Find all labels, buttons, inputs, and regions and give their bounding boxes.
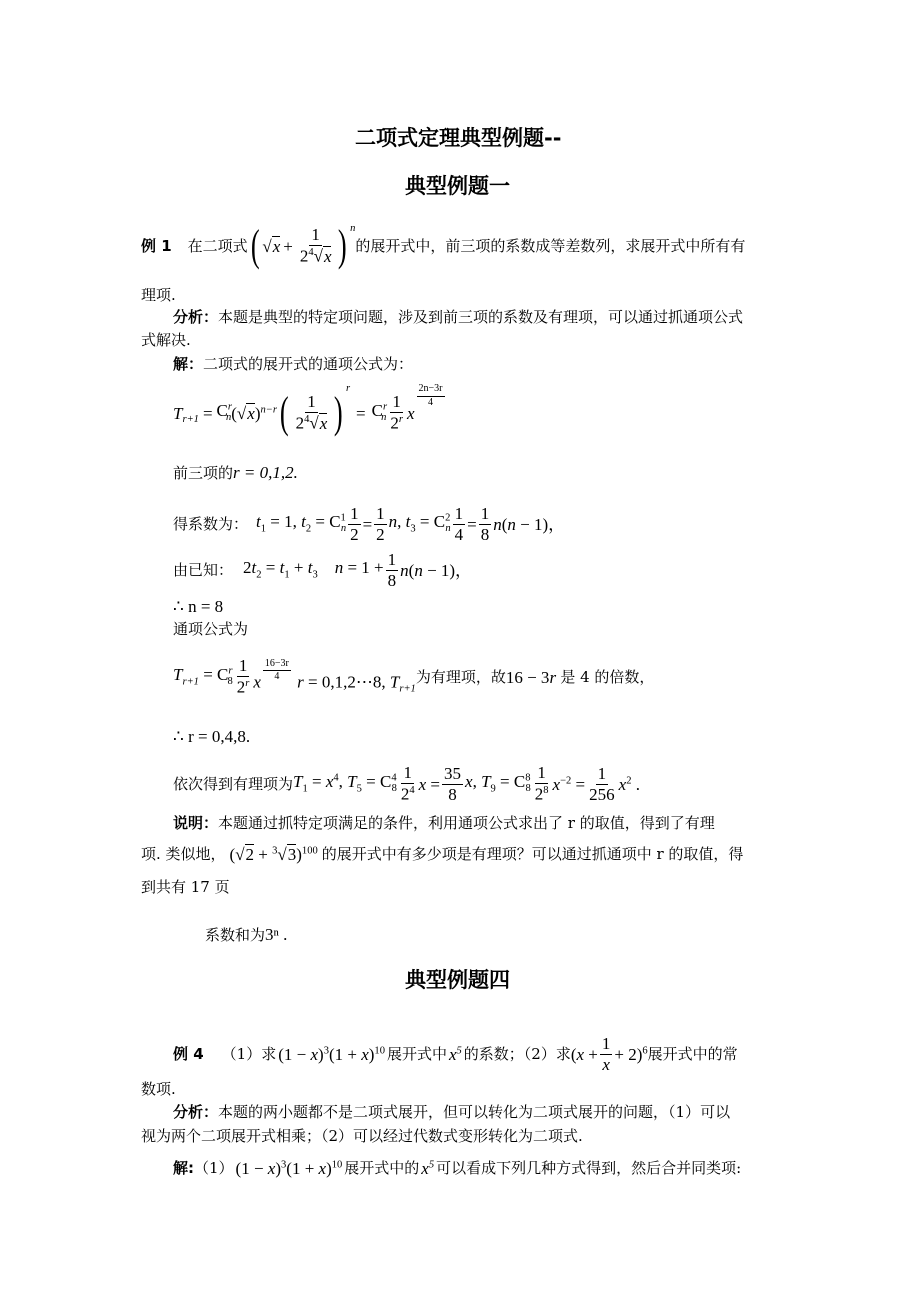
example-4-part1-b: 展开式中: [386, 1044, 447, 1063]
note-line-1: [173, 816, 715, 831]
analysis-4-text-1: 本题的两小题都不是二项式展开，但可以转化为二项式展开的问题，（1）可以: [218, 1103, 731, 1121]
solution-label: 解：: [173, 355, 204, 373]
example-4-line: 例 4 （1）求 $(1 - x)^3(1 + x)^{10}$ 展开式中 $x^5$ 的系数；（2）求 (x + $\frac{1}{x}$ + 2)$^6$ 展开式中的常: [173, 1033, 738, 1074]
solution-4-text-c: 可以看成下列几种方式得到，然后合并同类项:: [436, 1159, 742, 1177]
section-title-4: 典型例题四: [405, 968, 510, 992]
binomial-expression: ( √x + $\frac{1}{2^4√x}$ ) $^n$: [250, 221, 356, 270]
rational-terms-label: 依次得到有理项为: [173, 774, 294, 793]
rational-text-1: 为有理项，故: [415, 667, 506, 686]
example-1-label: 例 1: [141, 236, 172, 255]
solution-4-line: 解: （1） $(1 - x)^3(1 + x)^{10}$ 展开式中的 $x^5$ 可以看成下列几种方式得到，然后合并同类项:: [173, 1159, 742, 1178]
rational-term-line: $T_{r+1} = C^r_8$ $\frac{1}{2^r}$ x $^{\frac{16-3r}{4}}$ r = 0,1,2⋯8, $T_{r+1}$ 为有理项，故 16 − 3r 是 4 的倍数，: [173, 656, 655, 697]
general-term-formula: T $_{r+1}$ = $C^r_n$ $(√x)^{n-r}$ ( $\frac{1}{2^4√x}$ ) $^r$ = $C^r_n$ $\frac{1}{2^r}$ x $^{\frac{2n-3r}{4}}$: [173, 383, 443, 437]
document-title: 二项式定理典型例题--: [355, 126, 562, 150]
sum-text: 系数和为: [205, 926, 266, 944]
note-text-2a: 项. 类似地，: [141, 845, 226, 863]
example-1-text-b: 的展开式中，前三项的系数成等差数列，求展开式中所有有: [355, 236, 746, 255]
known-label: 由已知：: [173, 560, 234, 579]
note-line-2: 项. 类似地， $(√2 + ^3√3)^{100}$ 的展开式中有多少项是有理项？可以通过抓通项中 r 的取值，得: [141, 845, 744, 864]
solution-1-line: [173, 357, 413, 372]
example-1-line: [141, 218, 745, 274]
solution-text: 二项式的展开式的通项公式为：: [203, 355, 414, 373]
example-4-part2-b: 展开式中的常: [647, 1044, 738, 1063]
solution-4-text-b: 展开式中的: [344, 1159, 420, 1177]
section-title-1: 典型例题一: [405, 174, 510, 198]
example-4-part1: （1）求: [221, 1044, 277, 1063]
analysis-4-line-1: [173, 1105, 730, 1120]
analysis-text: 本题是典型的特定项问题，涉及到前三项的系数及有理项，可以通过抓通项公式: [218, 308, 744, 326]
example-4-part1-c: 的系数；（2）求: [463, 1044, 571, 1063]
note-label: 说明：: [173, 814, 219, 832]
note-text-2b: 的展开式中有多少项是有理项？可以通过抓通项中 r 的取值，得: [321, 845, 744, 863]
analysis-label: 分析：: [173, 308, 219, 326]
example-4-cont: 数项.: [141, 1080, 176, 1098]
solution-4-text-a: （1）: [194, 1159, 234, 1177]
first-three-line: [173, 464, 298, 481]
therefore-r: ∴ r = 0,4,8.: [173, 727, 251, 746]
general-label: 通项公式为: [173, 620, 249, 638]
sum-math: 3ⁿ .: [265, 925, 288, 944]
analysis-1-line-2: 式解决.: [141, 331, 191, 349]
example-1-text-c: 理项.: [141, 286, 176, 304]
example-4-label: 例 4: [173, 1044, 204, 1063]
rational-text-2: 是 4 的倍数，: [560, 667, 655, 686]
coefficients-line: 得系数为： $t_1 = 1$, $t_2 = C^1_n$ $\frac{1}{2}$ = $\frac{1}{2}$ n, $t_3 = C^2_n$ $\frac{1}{4}$ = $\frac{1}{8}$ n(n − 1)，: [173, 503, 566, 544]
analysis-4-line-2: 视为两个二项展开式相乘；（2）可以经过代数式变形转化为二项式.: [141, 1127, 583, 1145]
rational-terms-line: 依次得到有理项为 $T_1 = x^4$, $T_5 = C^4_8$ $\frac{1}{2^4}$ x = $\frac{35}{8}$ x, $T_9 = C^8_8$ $\frac{1}{2^8}$ $x^{-2}$ = $\frac{1}{256}$ $x^2$ .: [173, 763, 640, 804]
coefficients-label: 得系数为：: [173, 514, 249, 533]
first-three-label: 前三项的: [173, 464, 234, 482]
known-line: 由已知： $2t_2 = t_1 + t_3$ n = 1 + $\frac{1}{8}$ n(n − 1)，: [173, 549, 473, 590]
analysis-4-label: 分析：: [173, 1103, 219, 1121]
example-1-text-a: 在二项式: [187, 236, 248, 255]
solution-4-label: 解:: [173, 1159, 194, 1177]
note-line-3: 到共有 17 页: [141, 878, 230, 896]
analysis-1-line-1: [173, 310, 743, 325]
first-three-math: r = 0,1,2.: [233, 463, 298, 482]
note-text-1: 本题通过抓特定项满足的条件，利用通项公式求出了 r 的取值，得到了有理: [218, 814, 715, 832]
sum-line: [205, 926, 287, 943]
therefore-n: ∴ n = 8: [173, 597, 224, 616]
